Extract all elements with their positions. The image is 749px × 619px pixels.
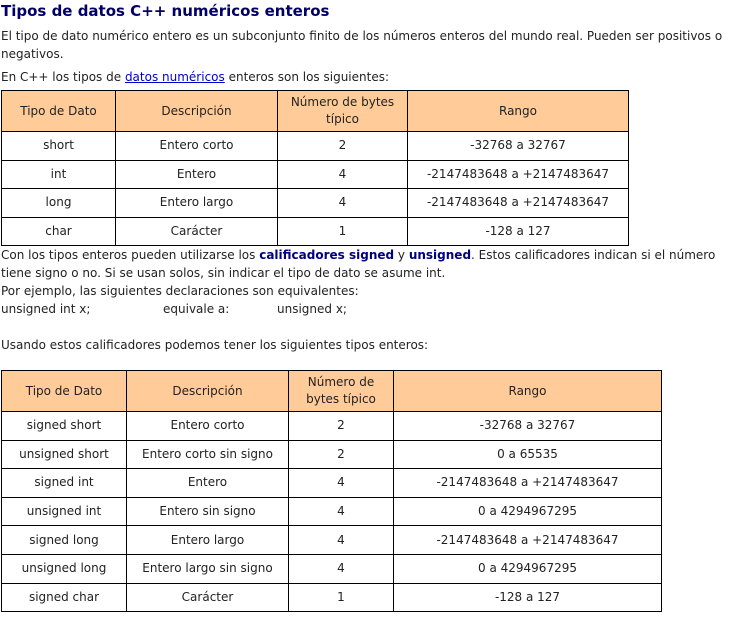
table-cell: 4 bbox=[278, 160, 408, 189]
table-cell: 2 bbox=[278, 132, 408, 161]
table-cell: 1 bbox=[278, 217, 408, 246]
table-cell: signed long bbox=[2, 526, 127, 555]
table-cell: int bbox=[2, 160, 116, 189]
table-header-row bbox=[2, 91, 629, 132]
table-cell: 1 bbox=[289, 583, 394, 612]
text: En C++ los tipos de bbox=[1, 70, 125, 84]
table-cell: 4 bbox=[289, 469, 394, 498]
table-cell: 4 bbox=[289, 554, 394, 583]
table-cell: Entero largo bbox=[127, 526, 289, 555]
text: y bbox=[394, 248, 409, 262]
table-row bbox=[2, 160, 629, 189]
table-cell: Entero corto bbox=[116, 132, 278, 161]
column-header: Número de bytes típico bbox=[278, 91, 408, 132]
text: Con los tipos enteros pueden utilizarse los bbox=[1, 248, 260, 262]
table-row bbox=[2, 440, 662, 469]
text: enteros son los siguientes: bbox=[224, 70, 390, 84]
column-header: Tipo de Dato bbox=[2, 91, 116, 132]
table-row bbox=[2, 132, 629, 161]
types-intro bbox=[1, 68, 749, 90]
table-cell: short bbox=[2, 132, 116, 161]
table-row bbox=[2, 583, 662, 612]
table-row bbox=[2, 526, 662, 555]
table-cell: Entero corto bbox=[127, 412, 289, 441]
column-header: Descripción bbox=[116, 91, 278, 132]
table-cell: Entero largo bbox=[116, 189, 278, 218]
table-cell: Entero bbox=[116, 160, 278, 189]
table-cell: -128 a 127 bbox=[408, 217, 629, 246]
qualifiers-paragraph bbox=[1, 246, 749, 282]
table-cell: Entero corto sin signo bbox=[127, 440, 289, 469]
table-cell: -128 a 127 bbox=[394, 583, 662, 612]
example-code: unsigned x; bbox=[277, 302, 347, 316]
column-header: Tipo de Dato bbox=[2, 371, 127, 412]
table-cell: 0 a 65535 bbox=[394, 440, 662, 469]
qualified-types-intro: Usando estos calificadores podemos tener los siguientes tipos enteros: bbox=[1, 338, 429, 352]
example-code: unsigned int x; bbox=[1, 302, 91, 316]
table-cell: Entero largo sin signo bbox=[127, 554, 289, 583]
table-row bbox=[2, 497, 662, 526]
table-row bbox=[2, 469, 662, 498]
table-cell: 4 bbox=[289, 497, 394, 526]
table-cell: signed char bbox=[2, 583, 127, 612]
table-cell: -2147483648 a +2147483647 bbox=[394, 526, 662, 555]
table-row bbox=[2, 217, 629, 246]
table-header-row bbox=[2, 371, 662, 412]
column-header: Rango bbox=[408, 91, 629, 132]
example-text: equivale a: bbox=[163, 302, 230, 316]
table-cell: long bbox=[2, 189, 116, 218]
table-cell: unsigned int bbox=[2, 497, 127, 526]
table-cell: 4 bbox=[289, 526, 394, 555]
integer-types-table bbox=[1, 90, 629, 246]
table-cell: Carácter bbox=[116, 217, 278, 246]
example-line bbox=[1, 300, 749, 318]
table-cell: -32768 a 32767 bbox=[394, 412, 662, 441]
table-cell: 4 bbox=[278, 189, 408, 218]
table-cell: char bbox=[2, 217, 116, 246]
table-cell: Entero bbox=[127, 469, 289, 498]
table-cell: -32768 a 32767 bbox=[408, 132, 629, 161]
example-intro: Por ejemplo, las siguientes declaraciones son equivalentes: bbox=[1, 284, 359, 298]
page-title: Tipos de datos C++ numéricos enteros bbox=[1, 2, 330, 20]
table-row bbox=[2, 412, 662, 441]
keyword: calificadores signed bbox=[259, 248, 395, 262]
table-cell: unsigned long bbox=[2, 554, 127, 583]
table-cell: 0 a 4294967295 bbox=[394, 497, 662, 526]
table-cell: 2 bbox=[289, 412, 394, 441]
qualified-types-table bbox=[1, 370, 662, 612]
table-cell: -2147483648 a +2147483647 bbox=[394, 469, 662, 498]
table-cell: 0 a 4294967295 bbox=[394, 554, 662, 583]
column-header: Rango bbox=[394, 371, 662, 412]
table-cell: -2147483648 a +2147483647 bbox=[408, 160, 629, 189]
column-header: Descripción bbox=[127, 371, 289, 412]
table-cell: signed int bbox=[2, 469, 127, 498]
table-cell: 2 bbox=[289, 440, 394, 469]
table-cell: signed short bbox=[2, 412, 127, 441]
table-cell: Carácter bbox=[127, 583, 289, 612]
intro-paragraph: El tipo de dato numérico entero es un subconjunto finito de los números enteros del mundo real. Pueden ser positivos o negativos. bbox=[1, 29, 723, 61]
keyword: unsigned bbox=[408, 248, 472, 262]
table-cell: Entero sin signo bbox=[127, 497, 289, 526]
text: . Estos calificadores indican si el número tiene signo o no. Si se usan solos, sin indicar el tipo de dato se asume int. bbox=[1, 248, 716, 280]
table-row bbox=[2, 189, 629, 218]
datos-numericos-link[interactable]: datos numéricos bbox=[124, 70, 225, 84]
table-cell: unsigned short bbox=[2, 440, 127, 469]
table-cell: -2147483648 a +2147483647 bbox=[408, 189, 629, 218]
table-row bbox=[2, 554, 662, 583]
column-header: Número de bytes típico bbox=[289, 371, 394, 412]
